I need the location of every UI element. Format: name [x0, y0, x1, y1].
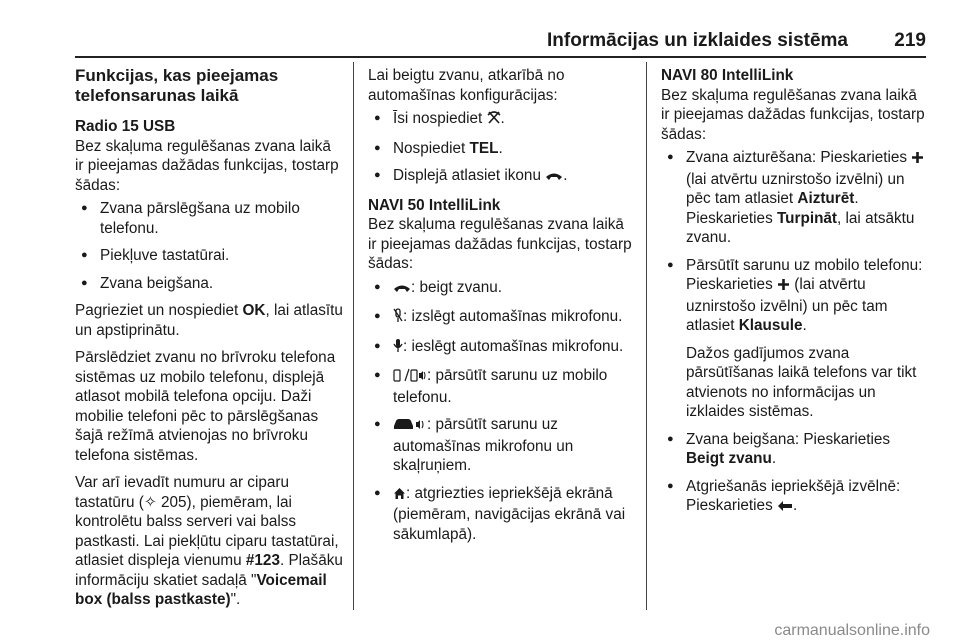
car-speaker-icon — [393, 417, 427, 437]
page-header — [0, 0, 960, 50]
list-item: ● : atgriezties iepriekšējā ekrānā (piemēram, navigācijas ekrānā vai sākumlapā). — [368, 484, 634, 545]
switch-paragraph: Pārslēdziet zvanu no brīvroku telefona sistēmas uz mobilo telefonu, displejā atlasot mobilā telefona opciju. Daži mobilie telefoni pēc to pārslēgšanas šajā režīmā atvienojas no brīvroku telefona sistēmas. — [75, 349, 336, 464]
phone-hangup-icon — [487, 110, 501, 131]
plus-icon — [777, 277, 790, 297]
page-reference: ✧ 205 — [143, 493, 187, 511]
list-item: ● Pārsūtīt sarunu uz mobilo telefonu: Pieskarieties (lai atvērtu uznirstošo izvēlni) un pēc tam atlasiet Klausule. Dažos gadījumos zvana pārsūtīšanas laikā telefons var tikt atvienots no informācijas un izklaides sistēmas. — [661, 256, 929, 422]
radio15-subheading: Radio 15 USB — [75, 118, 176, 135]
list-item: ● : beigt zvanu. — [368, 278, 634, 300]
list-item: ● Zvana beigšana: Pieskarieties Beigt zvanu. — [661, 430, 929, 469]
navi50-intro: Bez skaļuma regulēšanas zvana laikā ir pieejamas dažādas funkcijas, tostarp šādas: — [368, 216, 632, 272]
back-arrow-icon — [777, 498, 793, 518]
page-number: 219 — [894, 30, 926, 51]
transfer-note: Dažos gadījumos zvana pārsūtīšanas laikā telefons var tikt atvienots no informācijas un izklaides sistēmas. — [686, 344, 917, 420]
end-call-intro: Lai beigtu zvanu, atkarībā no automašīnas konfigurācijas: — [368, 67, 565, 104]
list-item: ● Īsi nospiediet . — [368, 109, 634, 131]
list-item: ● Nospiediet TEL. — [368, 139, 634, 159]
radio15-intro: Bez skaļuma regulēšanas zvana laikā ir pieejamas dažādas funkcijas, tostarp šādas: — [75, 137, 339, 194]
keypad-keyword: #123 — [245, 552, 280, 569]
list-item: ● Zvana aizturēšana: Pieskarieties (lai atvērtu uznirstošo izvēlni) un pēc tam atlasiet Aizturēt. Pieskarieties Turpināt, lai atsāktu zvanu. — [661, 148, 929, 248]
page-title: Informācijas un izklaides sistēma — [547, 30, 848, 51]
list-item: ● Zvana beigšana. — [75, 274, 343, 294]
watermark: carmanualsonline.info — [774, 622, 930, 639]
navi80-intro: Bez skaļuma regulēšanas zvana laikā ir pieejamas dažādas funkcijas, tostarp šādas: — [661, 86, 925, 143]
column-divider — [353, 62, 354, 610]
mic-off-icon — [393, 308, 403, 329]
list-item: ● : pārsūtīt sarunu uz mobilo telefonu. — [368, 366, 634, 407]
tel-keyword: TEL — [469, 139, 499, 157]
handset-icon — [393, 280, 411, 300]
list-item: ● : izslēgt automašīnas mikrofonu. — [368, 307, 634, 329]
list-item: ● : pārsūtīt sarunu uz automašīnas mikrofonu un skaļruņiem. — [368, 415, 634, 476]
navi80-function-list — [661, 148, 929, 518]
handset-icon — [545, 168, 563, 188]
navi50-subheading: NAVI 50 IntelliLink — [368, 196, 501, 214]
header-divider — [75, 56, 926, 58]
list-item: ● : ieslēgt automašīnas mikrofonu. — [368, 337, 634, 359]
ok-keyword: OK — [242, 302, 266, 319]
column-divider — [646, 62, 647, 610]
phone-speaker-icon — [393, 368, 427, 388]
list-item: ● Atgriešanās iepriekšējā izvēlnē: Pieskarieties . — [661, 477, 929, 518]
navi80-subheading: NAVI 80 IntelliLink — [661, 67, 794, 84]
column-middle — [368, 66, 634, 552]
plus-icon — [911, 150, 924, 170]
keypad-paragraph: Var arī ievadīt numuru ar ciparu tastatūru (✧ 205), piemēram, lai kontrolētu balss serveri vai balss pastkasti. Lai piekļūtu ciparu tastatūrai, atlasiet displeja vienumu #123. Plašāku informāciju skatiet sadaļā "Voicemail box (balss pastkaste)". — [75, 474, 343, 608]
ok-paragraph: Pagrieziet un nospiediet OK, lai atlasītu un apstiprinātu. — [75, 302, 343, 339]
radio15-function-list — [75, 199, 343, 293]
mic-on-icon — [393, 338, 403, 359]
column-right — [661, 66, 929, 526]
section-heading: Funkcijas, kas pieejamas telefonsarunas laikā — [75, 66, 279, 105]
list-item: ● Zvana pārslēgšana uz mobilo telefonu. — [75, 199, 343, 238]
navi50-function-list — [368, 278, 634, 545]
column-left — [75, 66, 343, 618]
end-call-list — [368, 109, 634, 188]
home-icon — [393, 486, 406, 506]
voicemail-reference: Voicemail box (balss pastkaste) — [75, 571, 327, 608]
list-item: ● Piekļuve tastatūrai. — [75, 246, 343, 266]
list-item: ● Displejā atlasiet ikonu . — [368, 166, 634, 188]
